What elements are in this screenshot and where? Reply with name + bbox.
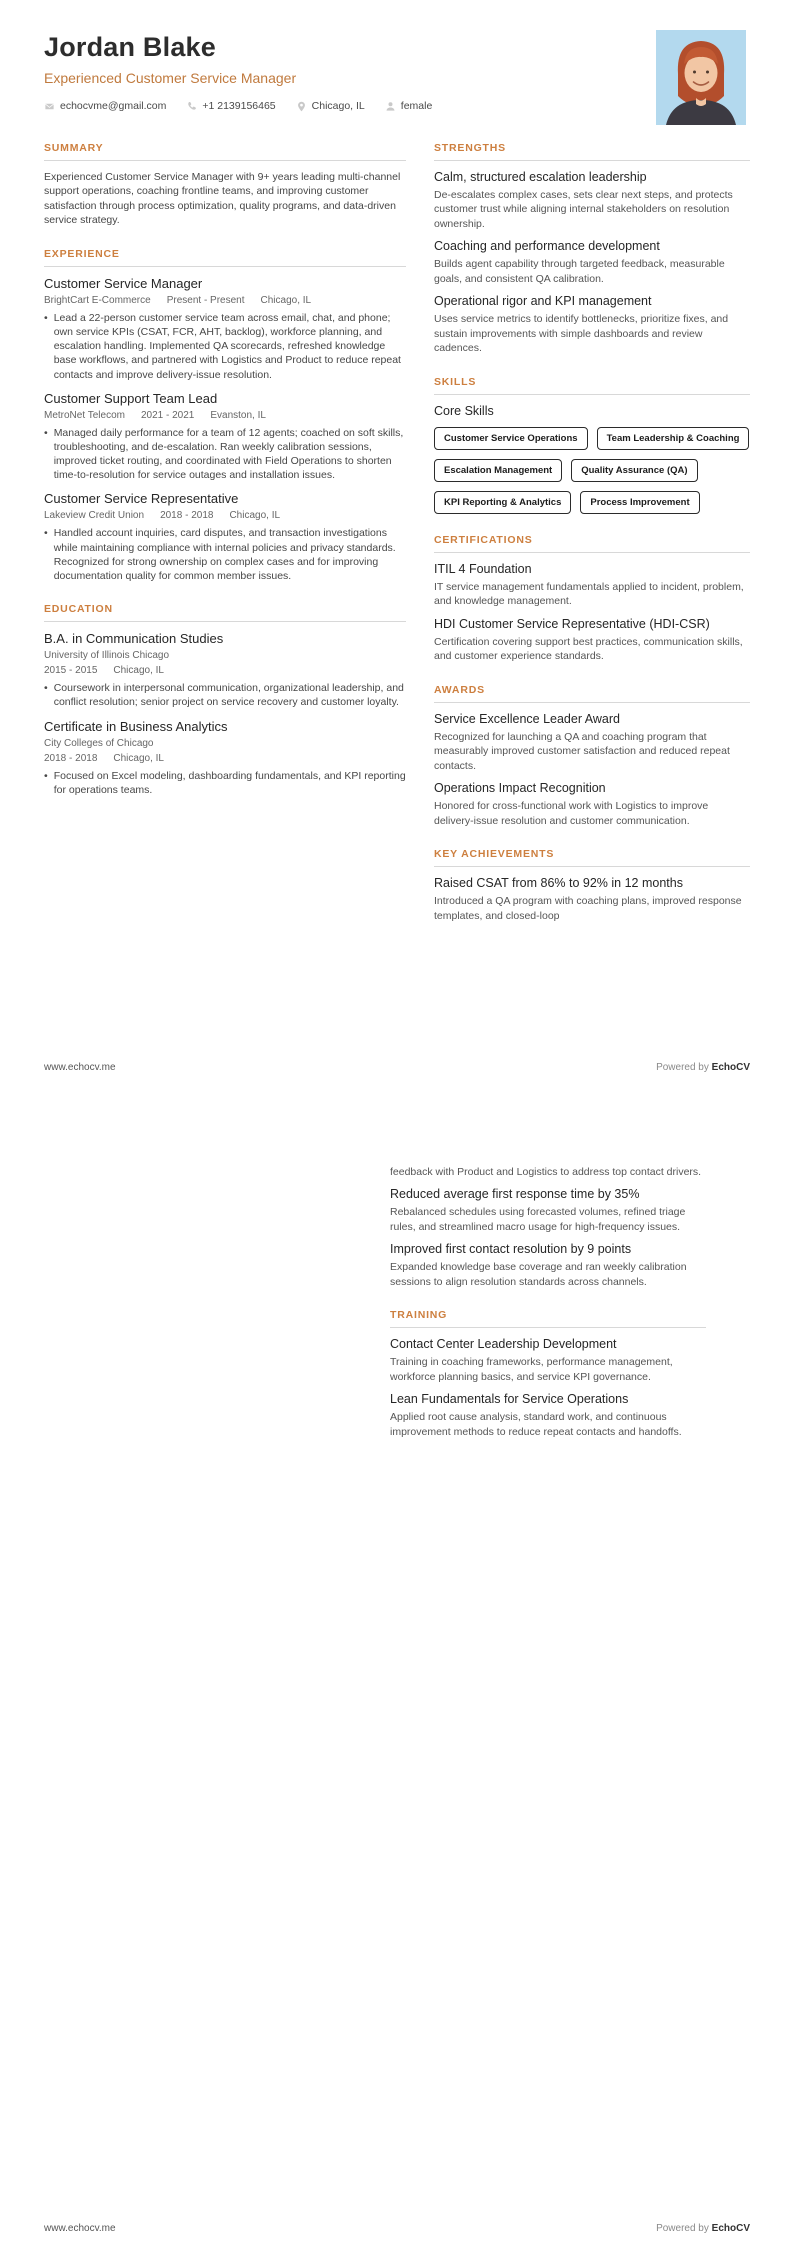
person-icon [385,101,396,112]
education-meta [44,753,406,764]
page-footer [44,2223,750,2234]
skills-group-title: Core Skills [434,403,494,418]
education-location: Chicago, IL [113,752,164,764]
achievement-title: Improved first contact resolution by 9 points [390,1242,632,1257]
footer-website: www.echocv.me [44,1062,116,1073]
certification-desc: Certification covering support best practices, communication skills, and customer experience standards. [434,635,743,663]
school: City Colleges of Chicago [44,737,154,749]
training-item-2 [390,1392,706,1439]
award-item-1 [434,712,750,773]
certification-title: HDI Customer Service Representative (HDI-CSR) [434,616,710,631]
award-desc: Recognized for launching a QA and coaching program that measurably improved customer satisfaction and reduced repeat contacts. [434,730,730,772]
summary-text: Experienced Customer Service Manager with 9+ years leading multi-channel support operations, coaching frontline teams, and improving customer satisfaction through process optimization, quality programs, and data-driven service strategy. [44,171,401,227]
footer-powered-by [656,2223,750,2234]
strength-title: Coaching and performance development [434,239,660,254]
page2-right-column [390,1123,706,1439]
section-key-achievements [434,848,750,923]
left-column [44,142,406,943]
contact-email [44,100,166,112]
skill-pill: Customer Service Operations [434,427,588,450]
job-dates: 2021 - 2021 [140,409,195,421]
contact-row [44,100,750,112]
contact-gender [385,100,433,112]
achievement-desc: Expanded knowledge base coverage and ran weekly calibration sessions to align resolution standards across channels. [390,1261,687,1288]
section-certifications [434,534,750,664]
section-skills [434,376,750,514]
job-bullet [44,311,406,382]
experience-item-1 [44,276,406,382]
bullet-dot: • [44,426,48,439]
education-bullet-text: Focused on Excel modeling, dashboarding fundamentals, and KPI reporting for operations teams. [53,769,406,796]
section-experience [44,248,406,583]
right-column [434,142,750,943]
achievement-desc: Rebalanced schedules using forecasted volumes, refined triage rules, and streamlined macro usage for high-frequency issues. [390,1206,686,1233]
training-item-1 [390,1337,706,1384]
education-meta [44,665,406,676]
strength-desc: Uses service metrics to identify bottlenecks, prioritize fixes, and sustain improvements with simple dashboards and review cadences. [434,313,729,355]
job-bullet-text: Lead a 22-person customer service team across email, chat, and phone; own service KPIs (CSAT, FCR, AHT, backlog), workforce planning, and escalation handling. Implemented QA scorecards, refreshed knowledge base workflows, and partnered with Logistics and Product to reduce repeat contacts and improve delivery-issue resolution. [53,311,401,381]
bullet-dot: • [44,311,48,324]
job-meta [44,510,406,521]
job-dates: Present - Present [166,294,245,306]
education-dates: 2018 - 2018 [44,752,98,764]
summary-heading: SUMMARY [44,142,406,161]
training-heading: TRAINING [390,1309,706,1328]
strength-desc: Builds agent capability through targeted feedback, measurable goals, and consistent QA calibration. [434,258,725,285]
experience-item-3 [44,491,406,583]
candidate-title: Experienced Customer Service Manager [44,70,297,86]
job-location: Chicago, IL [260,294,312,306]
skill-pill: Quality Assurance (QA) [571,459,697,482]
education-location: Chicago, IL [113,665,164,677]
brand-name: EchoCV [711,2223,750,2234]
training-desc: Applied root cause analysis, standard work, and continuous improvement methods to reduce repeat contacts and handoffs. [390,1411,682,1438]
job-bullet [44,526,406,583]
skill-pill: Team Leadership & Coaching [597,427,750,450]
skill-pill: KPI Reporting & Analytics [434,491,571,514]
job-title: Customer Service Representative [44,491,239,507]
strengths-heading: STRENGTHS [434,142,750,161]
profile-photo [656,30,746,125]
section-education [44,603,406,797]
powered-by-text: Powered by [656,1062,712,1073]
achievement-title: Raised CSAT from 86% to 92% in 12 months [434,876,683,891]
school-row [44,650,406,661]
contact-location-text: Chicago, IL [311,100,365,112]
certifications-heading: CERTIFICATIONS [434,534,750,553]
job-meta [44,410,406,421]
resume-header [44,32,750,112]
job-company: BrightCart E-Commerce [44,294,151,306]
contact-phone [186,100,275,112]
education-bullet [44,769,406,797]
job-bullet-text: Handled account inquiries, card disputes, and transaction investigations while maintaining compliance with internal policies and privacy standards. Recognized for strong ownership on complex cases and for improving documentation quality for common member issues. [53,527,396,582]
education-item-1 [44,631,406,709]
page-footer [44,1062,750,1073]
education-heading: EDUCATION [44,603,406,622]
certification-item-2 [434,617,750,664]
job-title: Customer Service Manager [44,275,203,291]
job-location: Chicago, IL [229,510,281,522]
strength-title: Operational rigor and KPI management [434,294,652,309]
resume-page-2 [0,1123,794,2246]
strength-item-3 [434,294,750,355]
certification-title: ITIL 4 Foundation [434,561,532,576]
training-desc: Training in coaching frameworks, performance management, workforce planning basics, and service KPI governance. [390,1356,673,1383]
job-meta [44,295,406,306]
award-title: Service Excellence Leader Award [434,711,620,726]
achievement-item-3 [390,1242,706,1289]
job-location: Evanston, IL [210,409,266,421]
contact-phone-text: +1 2139156465 [202,100,276,112]
section-summary [44,142,406,228]
skill-pills [434,427,750,514]
footer-powered-by [656,1062,750,1073]
skill-pill: Escalation Management [434,459,562,482]
profile-photo-illustration [656,30,746,125]
experience-heading: EXPERIENCE [44,248,406,267]
contact-location [296,100,365,112]
achievement-item-2 [390,1187,706,1234]
location-pin-icon [296,101,307,112]
school-row [44,738,406,749]
section-awards [434,684,750,828]
job-bullet [44,426,406,483]
education-item-2 [44,719,406,797]
school: University of Illinois Chicago [44,650,170,662]
contact-email-text: echocvme@gmail.com [60,100,167,112]
email-icon [44,101,55,112]
achievement-title: Reduced average first response time by 35% [390,1187,640,1202]
training-title: Contact Center Leadership Development [390,1337,617,1352]
awards-heading: AWARDS [434,684,750,703]
candidate-name: Jordan Blake [44,32,216,62]
achievement-item-1 [434,876,750,923]
brand-name: EchoCV [711,1062,750,1073]
strength-title: Calm, structured escalation leadership [434,170,647,184]
footer-website: www.echocv.me [44,2223,116,2234]
strength-item-1 [434,170,750,231]
education-bullet [44,681,406,709]
certification-item-1 [434,562,750,609]
award-title: Operations Impact Recognition [434,781,606,796]
education-bullet-text: Coursework in interpersonal communication, organizational leadership, and conflict resolution; senior project on service recovery and customer loyalty. [53,682,404,709]
key-achievements-heading: KEY ACHIEVEMENTS [434,848,750,867]
experience-item-2 [44,391,406,483]
resume-columns [44,142,750,943]
contact-gender-text: female [400,100,433,112]
job-company: Lakeview Credit Union [44,510,145,522]
strength-desc: De-escalates complex cases, sets clear next steps, and protects customer trust while aligning internal stakeholders on resolution ownership. [434,189,733,230]
job-company: MetroNet Telecom [44,409,125,421]
bullet-dot: • [44,682,48,695]
job-dates: 2018 - 2018 [160,510,214,522]
bullet-dot: • [44,527,48,540]
certification-desc: IT service management fundamentals applied to incident, problem, and knowledge management. [434,580,744,608]
degree: B.A. in Communication Studies [44,631,224,647]
section-training [390,1309,706,1439]
section-strengths [434,142,750,356]
achievement-desc: Introduced a QA program with coaching plans, improved response templates, and closed-loop [434,895,742,922]
training-title: Lean Fundamentals for Service Operations [390,1392,629,1407]
job-bullet-text: Managed daily performance for a team of 12 agents; coached on soft skills, troubleshooting, and de-escalation. Ran weekly calibration sessions, improved ticket routing, and coordinated with Field Operations to shorten time-to-resolution for service outages and installation issues. [53,426,404,482]
job-title: Customer Support Team Lead [44,390,218,406]
powered-by-text: Powered by [656,2223,712,2234]
strength-item-2 [434,239,750,286]
bullet-dot: • [44,769,48,782]
award-item-2 [434,781,750,828]
achievement-desc-continuation: feedback with Product and Logistics to address top contact drivers. [390,1166,702,1178]
skill-pill: Process Improvement [580,491,699,514]
degree: Certificate in Business Analytics [44,718,228,734]
education-dates: 2015 - 2015 [44,665,98,677]
phone-icon [186,101,197,112]
skills-heading: SKILLS [434,376,750,395]
award-desc: Honored for cross-functional work with Logistics to improve delivery-issue resolution and customer communication. [434,800,709,827]
